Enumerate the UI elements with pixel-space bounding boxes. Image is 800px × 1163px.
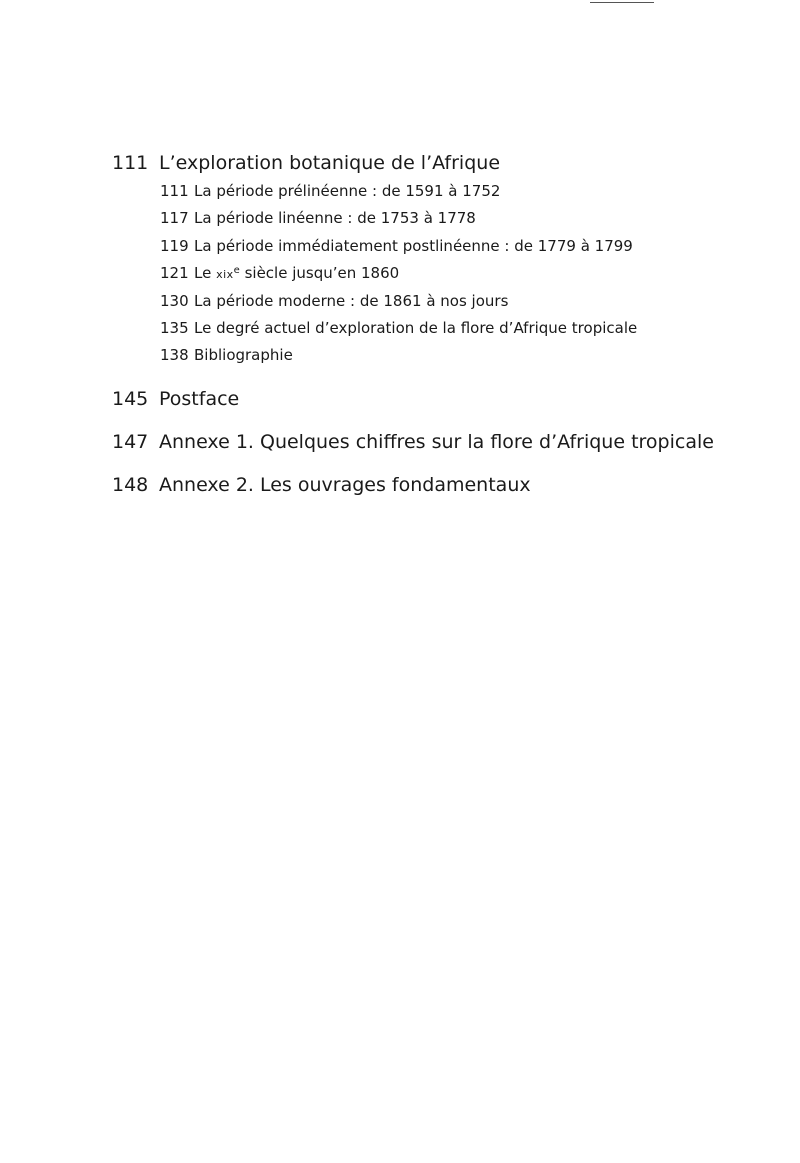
toc-section-title	[194, 260, 399, 288]
toc-section-entry	[0, 315, 800, 342]
toc-section-title: Bibliographie	[194, 346, 293, 365]
toc-section-title: La période moderne : de 1861 à nos jours	[194, 291, 509, 310]
toc-entry-annexe-1	[0, 427, 800, 457]
toc-entry-title: Postface	[159, 387, 240, 410]
toc-page-number: 138	[160, 346, 189, 365]
toc-section-entry	[0, 233, 800, 260]
toc-section-title: Le degré actuel d’exploration de la flore d’Afrique tropicale	[194, 318, 638, 337]
title-prefix: Le	[194, 264, 217, 283]
toc-page-number: 111	[160, 182, 189, 200]
toc-entry-postface	[0, 384, 800, 414]
toc-entry-title: Annexe 1. Quelques chiffres sur la flore d’Afrique tropicale	[159, 430, 714, 453]
toc-page-number: 135	[160, 318, 189, 337]
toc-page-number: 148	[112, 473, 149, 496]
toc-section-entry	[0, 260, 800, 287]
toc-page-number: 119	[160, 236, 189, 255]
toc-section-title: La période linéenne : de 1753 à 1778	[194, 209, 476, 228]
century-superscript: e	[233, 265, 240, 277]
toc-section-entry	[0, 205, 800, 232]
title-suffix: siècle jusqu’en 1860	[239, 264, 400, 283]
toc-page-number: 111	[112, 152, 149, 174]
toc-chapter-entry	[0, 148, 800, 178]
toc-page-number: 147	[112, 430, 149, 453]
toc-chapter-title: L’exploration botanique de l’Afrique	[159, 152, 501, 174]
table-of-contents	[0, 148, 800, 500]
toc-page-number: 121	[160, 264, 189, 283]
header-rule	[590, 2, 654, 3]
toc-page-number: 145	[112, 387, 149, 410]
toc-section-entry	[0, 288, 800, 315]
toc-page-number: 117	[160, 209, 189, 228]
toc-entry-annexe-2	[0, 470, 800, 500]
toc-section-entry	[0, 342, 800, 369]
century-small-caps: xix	[216, 268, 234, 282]
toc-entry-title: Annexe 2. Les ouvrages fondamentaux	[159, 473, 531, 496]
toc-page-number: 130	[160, 291, 189, 310]
toc-section-entry	[0, 178, 800, 205]
toc-section-title: La période prélinéenne : de 1591 à 1752	[194, 182, 501, 200]
toc-section-title: La période immédiatement postlinéenne : de 1779 à 1799	[194, 236, 633, 255]
